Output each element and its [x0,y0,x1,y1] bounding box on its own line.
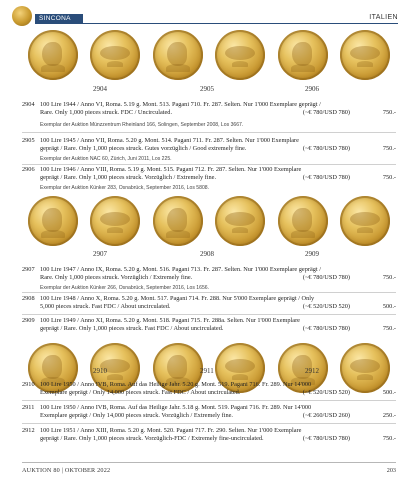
divider [22,423,396,424]
lot-description-line2: 5,000 pieces struck. Fast FDC / About uncirculated. [40,303,171,311]
divider [22,132,396,133]
image-lot-number: 2909 [305,250,319,258]
coin-2905-obverse-image [153,30,203,80]
lot-number: 2912 [22,427,35,434]
divider [22,314,396,315]
lot-estimate: (~€ 780/USD 780) [302,145,350,153]
lot-description-line1: 100 Lire 1951 / Anno XIII, Roma. 5.20 g. Mont. 520. Pagani 717. Fr. 290. Selten. Nur 1'000 Exemplare [40,427,302,434]
section-title: ITALIEN [369,14,398,21]
lot-description-line1: 100 Lire 1945 / Anno VII, Roma. 5.20 g. Mont. 514. Pagani 711. Fr. 287. Selten. Nur 1'000 Exemplare [40,137,299,144]
lot-number: 2909 [22,317,35,324]
lot-number: 2904 [22,101,35,108]
image-lot-number: 2912 [305,367,319,375]
lot-description-line1: 100 Lire 1949 / Anno XI, Roma. 5.20 g. Mont. 518. Pagani 715. Fr. 288a. Selten. Nur 1'000 Exemplare [40,317,300,324]
coin-2907-obverse-image [28,196,78,246]
lot-number: 2910 [22,381,35,388]
coin-2908-obverse-image [153,196,203,246]
page-number: 203 [386,467,396,474]
divider [22,292,396,293]
lot-description-line2: Exemplare geprägt / Only 14,000 pieces struck. Vorzüglich / Extremely fine. [40,412,233,420]
lot-estimate: (~€ 780/USD 780) [302,435,350,443]
lot-number: 2911 [22,404,35,411]
coin-2906-reverse-image [340,30,390,80]
lot-description-line2: geprägt / Rare. Only 1,000 pieces struck. Fast FDC / About uncirculated. [40,325,224,333]
lot-estimate: (~€ 780/USD 780) [302,274,350,282]
coin-2905-reverse-image [215,30,265,80]
divider [22,400,396,401]
lot-description-line1: 100 Lire 1950 / Anno IVB, Roma. Auf das Heilige Jahr. 5.18 g. Mont. 519. Pagani 716. Fr. 289. Nur 14'000 [40,404,312,411]
lot-price: 750.- [382,174,396,182]
lot-provenance: Exemplar der Auktion Münzzentrum Rheinland 166, Solingen, September 2008, Los 3667. [40,122,244,128]
lot-description-line1: 100 Lire 1944 / Anno VI, Roma. 5.19 g. Mont. 513. Pagani 710. Fr. 287. Selten. Nur 1'000 Exemplare geprägt / [40,101,321,108]
gold-coin-logo-icon [12,6,32,26]
lot-price: 750.- [382,274,396,282]
lot-provenance: Exemplar der Auktion Künker 266, Osnabrück, September 2016, Los 1656. [40,285,210,291]
footer-rule [22,462,396,463]
divider [22,164,396,165]
image-lot-number: 2907 [93,250,107,258]
lot-description-line1: 100 Lire 1947 / Anno IX, Roma. 5.20 g. Mont. 516. Pagani 713. Fr. 287. Selten. Nur 1'000 Exemplare geprägt / [40,266,321,273]
coin-2908-reverse-image [215,196,265,246]
lot-price: 750.- [382,435,396,443]
lot-price: 750.- [382,145,396,153]
coin-images-row-2 [28,196,390,246]
lot-number: 2906 [22,166,35,173]
image-lot-number: 2911 [200,367,214,375]
lot-estimate: (~€ 780/USD 780) [302,325,350,333]
lot-description-line2: geprägt / Rare. Only 1,000 pieces struck. Gutes vorzüglich / Good extremely fine. [40,145,247,153]
lot-provenance: Exemplar der Auktion NAC 60, Zürich, Juni 2011, Los 225. [40,156,172,162]
lot-estimate: (~€ 520/USD 520) [302,303,350,311]
coin-2904-reverse-image [90,30,140,80]
lot-price: 750.- [382,109,396,117]
lot-estimate: (~€ 520/USD 520) [302,389,350,397]
header-rule [35,23,398,24]
lot-description-line1: 100 Lire 1948 / Anno X, Roma. 5.20 g. Mont. 517. Pagani 714. Fr. 288. Nur 5'000 Exemplare geprägt / Only [40,295,315,302]
lot-description-line2: geprägt / Rare. Only 1,000 pieces struck. Vorzüglich / Extremely fine. [40,174,217,182]
lot-description-line2: Rare. Only 1,000 pieces struck. Vorzüglich / Extremely fine. [40,274,193,282]
lot-estimate: (~€ 780/USD 780) [302,174,350,182]
lot-price: 500.- [382,303,396,311]
coin-2909-obverse-image [278,196,328,246]
lot-price: 250.- [382,412,396,420]
lot-description-line1: 100 Lire 1950 / Anno IVB, Roma. Auf das Heilige Jahr. 5.20 g. Mont. 519. Pagani 716. Fr. 289. Nur 14'000 [40,381,312,388]
coin-2909-reverse-image [340,196,390,246]
footer-auction-info: AUKTION 80 | OKTOBER 2022 [22,467,111,474]
lot-estimate: (~€ 780/USD 780) [302,109,350,117]
image-lot-number: 2905 [200,85,214,93]
image-lot-number: 2908 [200,250,214,258]
coin-2904-obverse-image [28,30,78,80]
coin-images-row-1 [28,30,390,80]
lot-provenance: Exemplar der Auktion Künker 283, Osnabrück, September 2016, Los 5808. [40,185,210,191]
image-lot-number: 2910 [93,367,107,375]
lot-number: 2908 [22,295,35,302]
lot-description-line2: geprägt / Rare. Only 1,000 pieces struck. Vorzüglich-FDC / Extremely fine-uncirculated. [40,435,264,443]
coin-2906-obverse-image [278,30,328,80]
lot-description-line2: Exemplare geprägt / Only 14,000 pieces struck. Fast FDC / About uncirculated. [40,389,241,397]
lot-description-line2: Rare. Only 1,000 pieces struck. FDC / Uncirculated. [40,109,173,117]
lot-description-line1: 100 Lire 1946 / Anno VIII, Roma. 5.19 g. Mont. 515. Pagani 712. Fr. 287. Selten. Nur 1'000 Exemplare [40,166,302,173]
lot-price: 750.- [382,325,396,333]
brand-name: SINCONA [39,15,71,22]
image-lot-number: 2906 [305,85,319,93]
lot-number: 2907 [22,266,35,273]
lot-estimate: (~€ 260/USD 260) [302,412,350,420]
image-lot-number: 2904 [93,85,107,93]
lot-number: 2905 [22,137,35,144]
lot-price: 500.- [382,389,396,397]
coin-2907-reverse-image [90,196,140,246]
